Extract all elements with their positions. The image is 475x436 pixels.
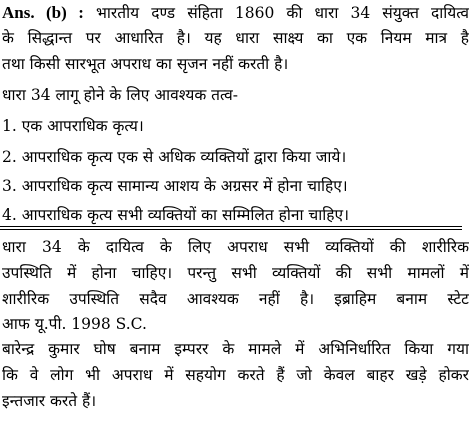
case-line-3: इन्तजार करते हैं। xyxy=(2,392,97,410)
requirement-item-1: 1. एक आपराधिक कृत्य। xyxy=(2,117,144,135)
requirement-item-4: 4. आपराधिक कृत्य सभी व्यक्तियों का सम्मिलित होना चाहिए। xyxy=(2,206,349,224)
answer-label: Ans. (b) : xyxy=(2,3,84,22)
presence-line-2: उपस्थिति में होना चाहिए। परन्तु सभी व्यक्तियों की सभी मामलों में xyxy=(2,264,469,282)
requirements-heading: धारा 34 लागू होने के लिए आवश्यक तत्व- xyxy=(2,86,238,104)
requirement-item-2: 2. आपराधिक कृत्य एक से अधिक व्यक्तियों द्वारा किया जाये। xyxy=(2,148,347,166)
intro-line-2: के सिद्धान्त पर आधारित है। यह धारा साक्ष्य का एक नियम मात्र है xyxy=(2,29,469,47)
presence-line-1: धारा 34 के दायित्व के लिए अपराध सभी व्यक्तियों की शारीरिक xyxy=(2,238,469,256)
case-line-2: कि वे लोग भी अपराध में सहयोग करते हैं जो केवल बाहर खड़े होकर xyxy=(2,366,469,384)
intro-line-3: तथा किसी सारभूत अपराध का सृजन नहीं करती है। xyxy=(2,55,289,73)
case-line-1: बारेन्द्र कुमार घोष बनाम इम्परर के मामले में अभिनिर्धारित किया गया xyxy=(2,340,469,358)
presence-line-4: आफ यू.पी. 1998 S.C. xyxy=(2,315,147,333)
separator-line-top xyxy=(0,226,462,227)
separator-line-bottom xyxy=(0,229,462,230)
requirement-item-3: 3. आपराधिक कृत्य सामान्य आशय के अग्रसर में होना चाहिए। xyxy=(2,177,348,195)
presence-line-3: शारीरिक उपस्थिति सदैव आवश्यक नहीं है। इब्राहिम बनाम स्टेट xyxy=(2,290,469,308)
intro-line-1-text: भारतीय दण्ड संहिता 1860 की धारा 34 संयुक्त दायित्व xyxy=(96,4,469,22)
intro-line-1 xyxy=(2,2,469,24)
